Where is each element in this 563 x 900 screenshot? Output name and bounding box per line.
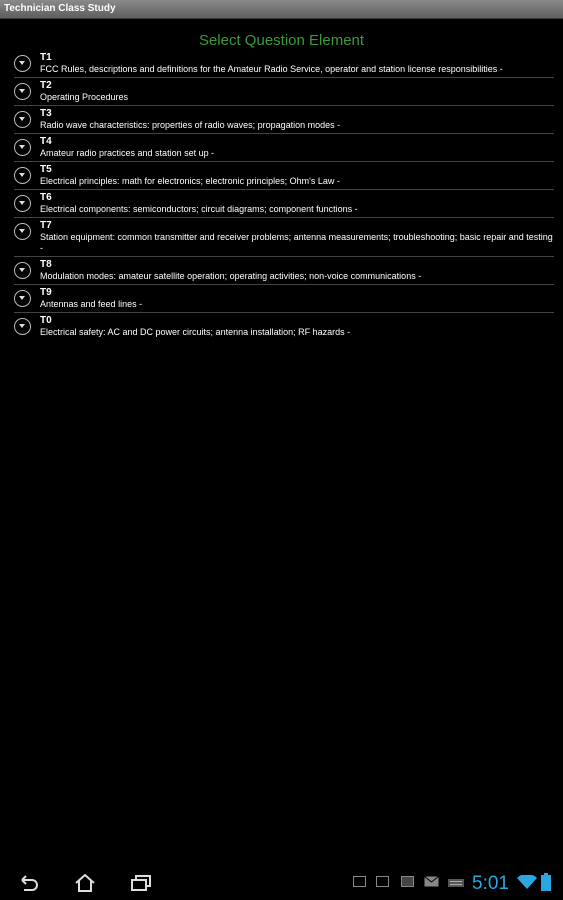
element-code: T0: [40, 315, 52, 326]
chevron-down-icon[interactable]: [14, 223, 31, 240]
chevron-down-icon[interactable]: [14, 195, 31, 212]
element-code: T6: [40, 192, 52, 203]
list-item[interactable]: [14, 162, 554, 190]
back-icon[interactable]: [18, 874, 40, 892]
element-description: Electrical components: semiconductors; circuit diagrams; component functions -: [40, 204, 358, 214]
element-code: T2: [40, 80, 52, 91]
list-item[interactable]: [14, 50, 554, 78]
list-item[interactable]: [14, 106, 554, 134]
status-clock: 5:01: [472, 873, 509, 894]
chevron-down-icon[interactable]: [14, 262, 31, 279]
element-description: Amateur radio practices and station set up -: [40, 148, 215, 158]
list-item[interactable]: [14, 218, 554, 257]
element-description: Radio wave characteristics: properties of radio waves; propagation modes -: [40, 120, 341, 130]
element-code: T4: [40, 136, 52, 147]
list-item[interactable]: [14, 313, 554, 340]
wifi-icon: [517, 875, 537, 889]
chevron-down-icon[interactable]: [14, 290, 31, 307]
element-code: T8: [40, 259, 52, 270]
keyboard-icon[interactable]: [448, 879, 464, 887]
list-item[interactable]: [14, 78, 554, 106]
element-description: Station equipment: common transmitter and receiver problems; antenna measurements; troubleshooting; basic repair and testing -: [40, 232, 553, 253]
element-description: Operating Procedures: [40, 92, 129, 102]
title-bar: [0, 0, 563, 19]
gallery-icon[interactable]: [401, 876, 414, 887]
page-title: Select Question Element: [198, 32, 365, 49]
notification-1-icon[interactable]: [353, 876, 366, 887]
element-code: T7: [40, 220, 52, 231]
element-code: T1: [40, 52, 52, 63]
list-item[interactable]: [14, 190, 554, 218]
chevron-down-icon[interactable]: [14, 83, 31, 100]
question-element-list: [14, 50, 554, 340]
element-code: T9: [40, 287, 52, 298]
chevron-down-icon[interactable]: [14, 55, 31, 72]
chevron-down-icon[interactable]: [14, 167, 31, 184]
home-icon[interactable]: [74, 874, 96, 892]
element-description: Electrical safety: AC and DC power circuits; antenna installation; RF hazards -: [40, 327, 351, 337]
list-item[interactable]: [14, 134, 554, 162]
chevron-down-icon[interactable]: [14, 139, 31, 156]
notification-2-icon[interactable]: [376, 876, 389, 887]
email-icon[interactable]: [424, 876, 439, 887]
chevron-down-icon[interactable]: [14, 111, 31, 128]
element-description: Electrical principles: math for electronics; electronic principles; Ohm's Law -: [40, 176, 340, 186]
element-code: T3: [40, 108, 52, 119]
chevron-down-icon[interactable]: [14, 318, 31, 335]
battery-icon: [541, 873, 551, 891]
recent-apps-icon[interactable]: [130, 874, 152, 892]
app-title: Technician Class Study: [4, 3, 116, 14]
element-description: FCC Rules, descriptions and definitions for the Amateur Radio Service, operator and station license responsibilities -: [40, 64, 503, 74]
element-description: Modulation modes: amateur satellite operation; operating activities; non-voice communications -: [40, 271, 422, 281]
element-description: Antennas and feed lines -: [40, 299, 143, 309]
list-item[interactable]: [14, 257, 554, 285]
list-item[interactable]: [14, 285, 554, 313]
element-code: T5: [40, 164, 52, 175]
